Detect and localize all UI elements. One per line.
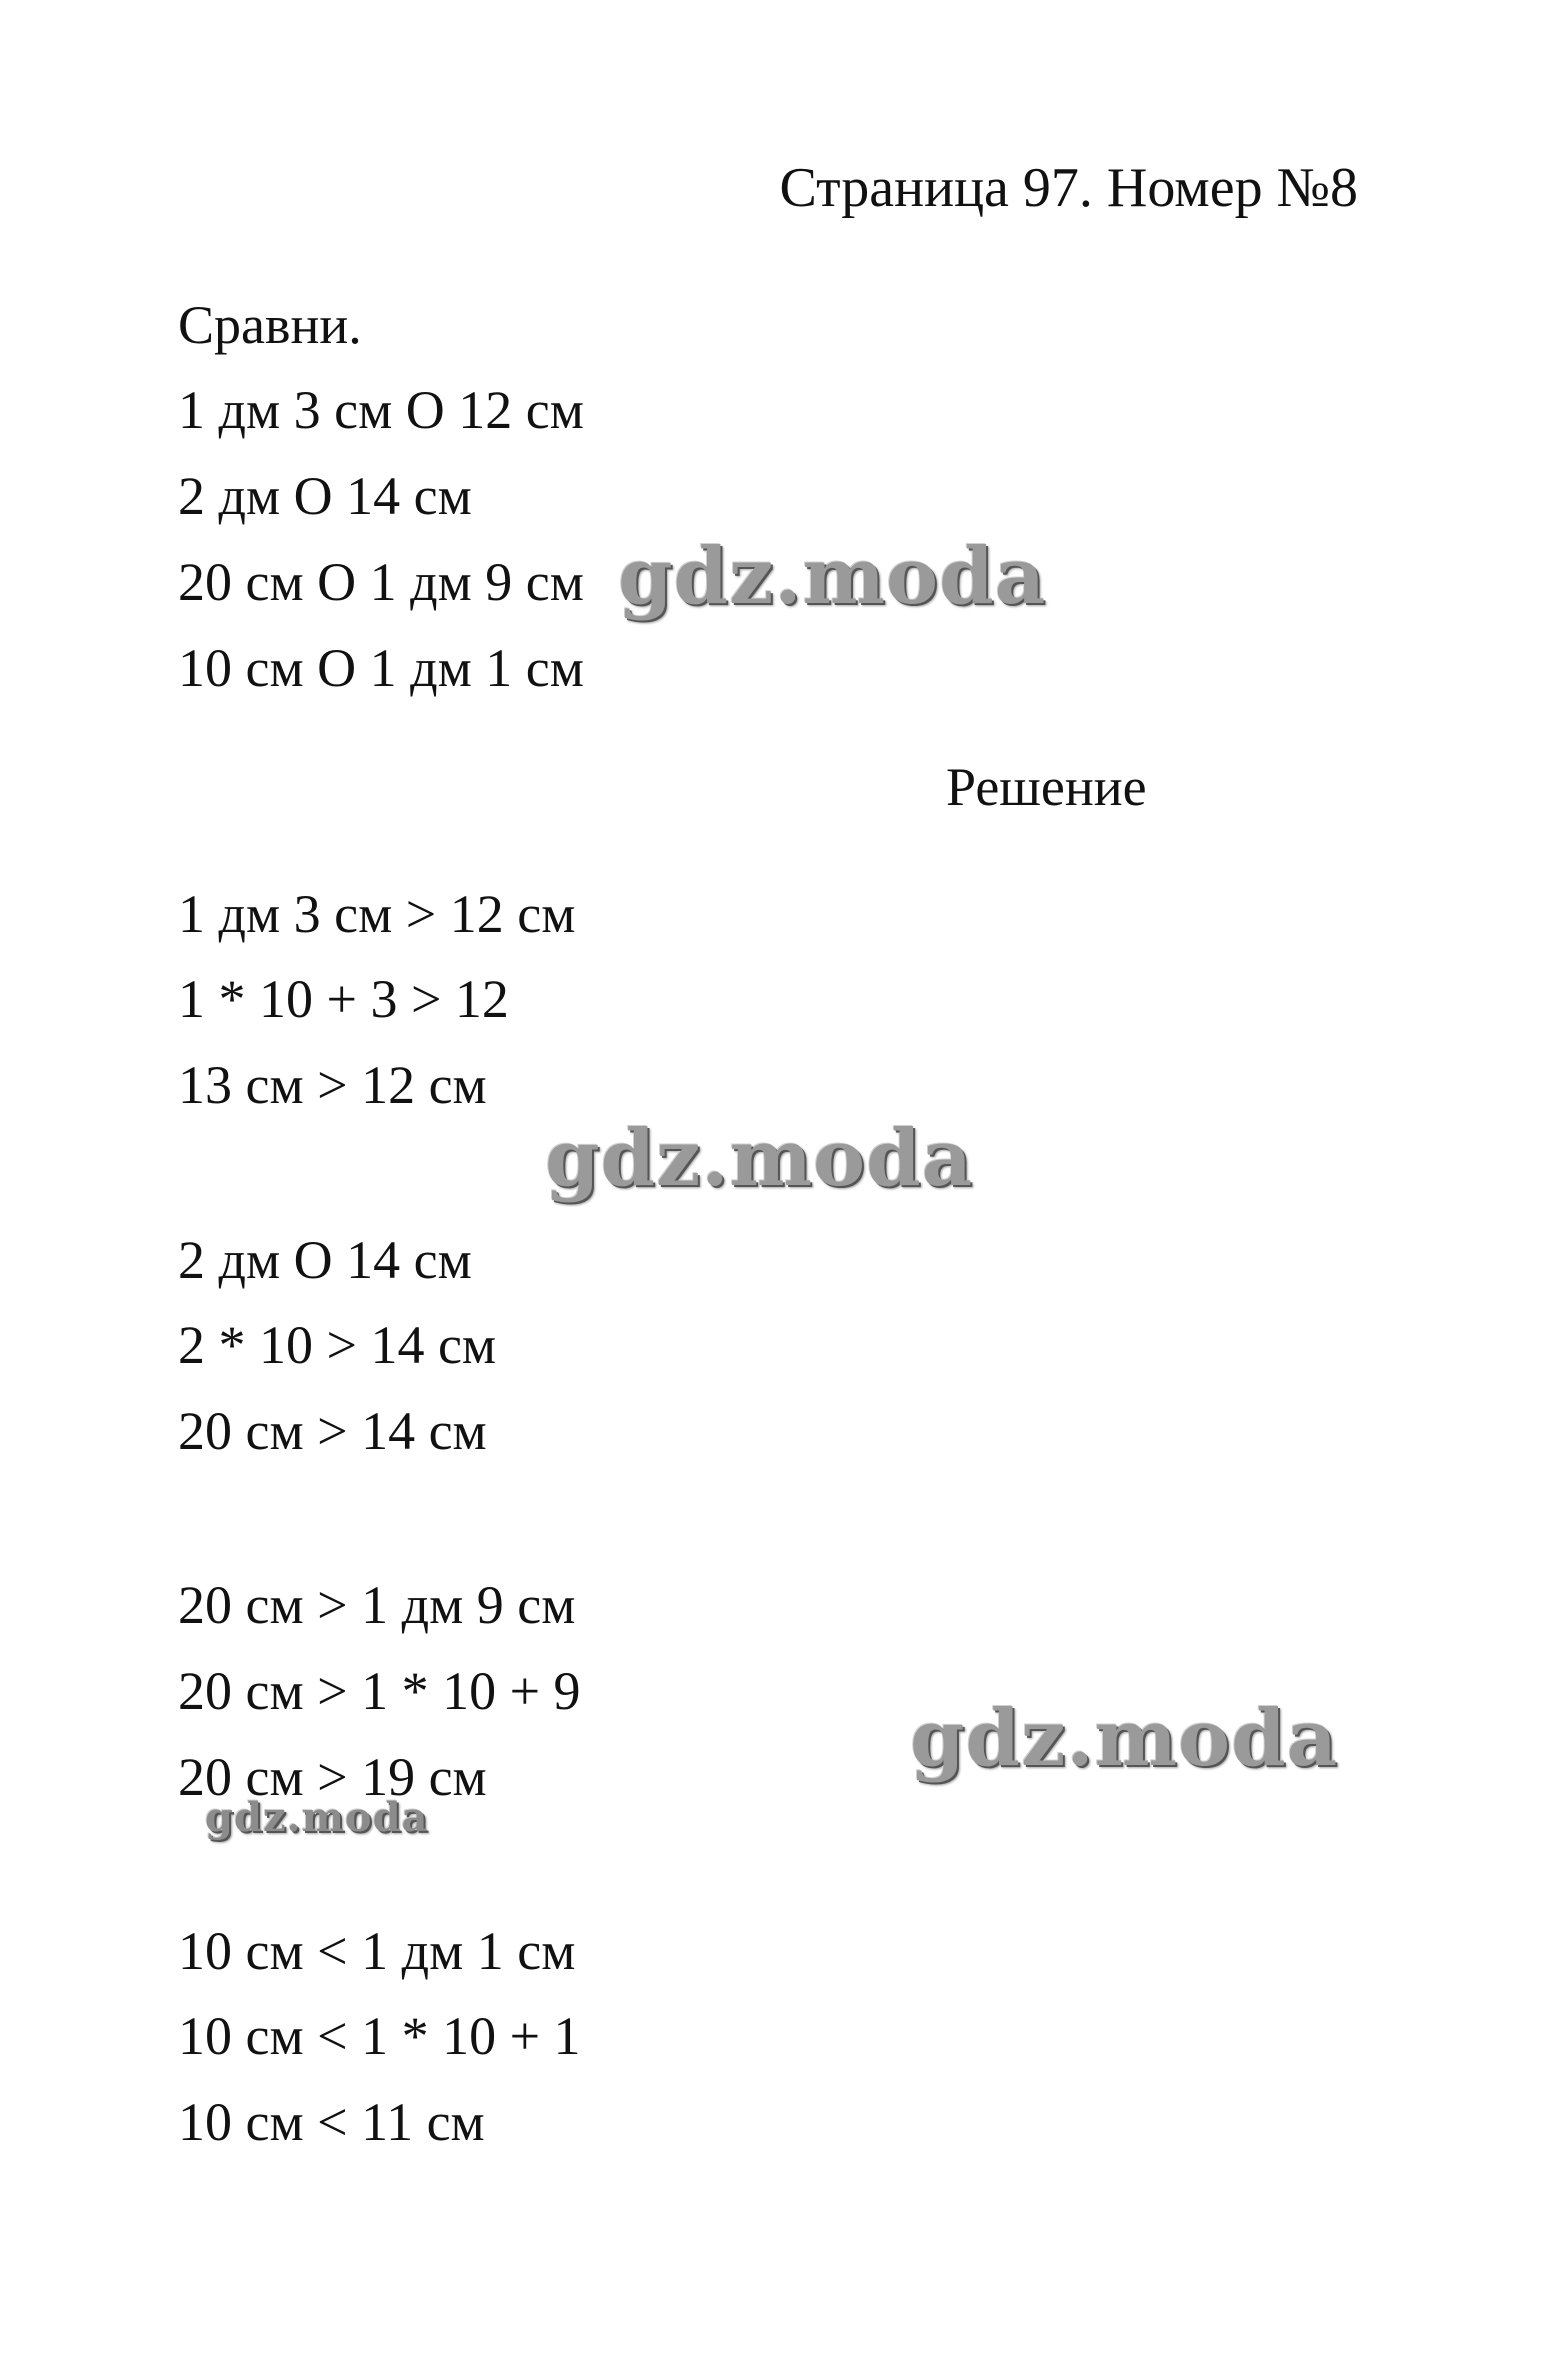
solution-line: 20 см > 19 см: [178, 1747, 487, 1807]
task-line: 2 дм О 14 см: [178, 466, 472, 526]
solution-line: 2 * 10 > 14 см: [178, 1315, 497, 1375]
solution-line: 1 дм 3 см > 12 см: [178, 884, 576, 944]
solution-line: 10 см < 11 см: [178, 2092, 485, 2152]
watermark-logo: gdz.moda: [618, 531, 1047, 622]
page-heading: Страница 97. Номер №8: [779, 157, 1358, 219]
watermark-logo: gdz.moda: [205, 1794, 429, 1841]
solution-line: 10 см < 1 * 10 + 1: [178, 2006, 581, 2066]
task-title: Сравни.: [178, 295, 362, 355]
task-line: 20 см О 1 дм 9 см: [178, 552, 584, 612]
solution-line: 20 см > 14 см: [178, 1401, 487, 1461]
solution-line: 20 см > 1 дм 9 см: [178, 1575, 576, 1635]
watermark-logo: gdz.moda: [910, 1693, 1339, 1784]
solution-line: 13 см > 12 см: [178, 1055, 487, 1115]
solution-line: 1 * 10 + 3 > 12: [178, 969, 509, 1029]
task-line: 1 дм 3 см О 12 см: [178, 380, 584, 440]
solution-line: 10 см < 1 дм 1 см: [178, 1921, 576, 1981]
solution-line: 2 дм О 14 см: [178, 1230, 472, 1290]
task-line: 10 см О 1 дм 1 см: [178, 638, 584, 698]
solution-line: 20 см > 1 * 10 + 9: [178, 1661, 581, 1721]
watermark-logo: gdz.moda: [545, 1113, 974, 1204]
solution-title: Решение: [946, 757, 1147, 817]
